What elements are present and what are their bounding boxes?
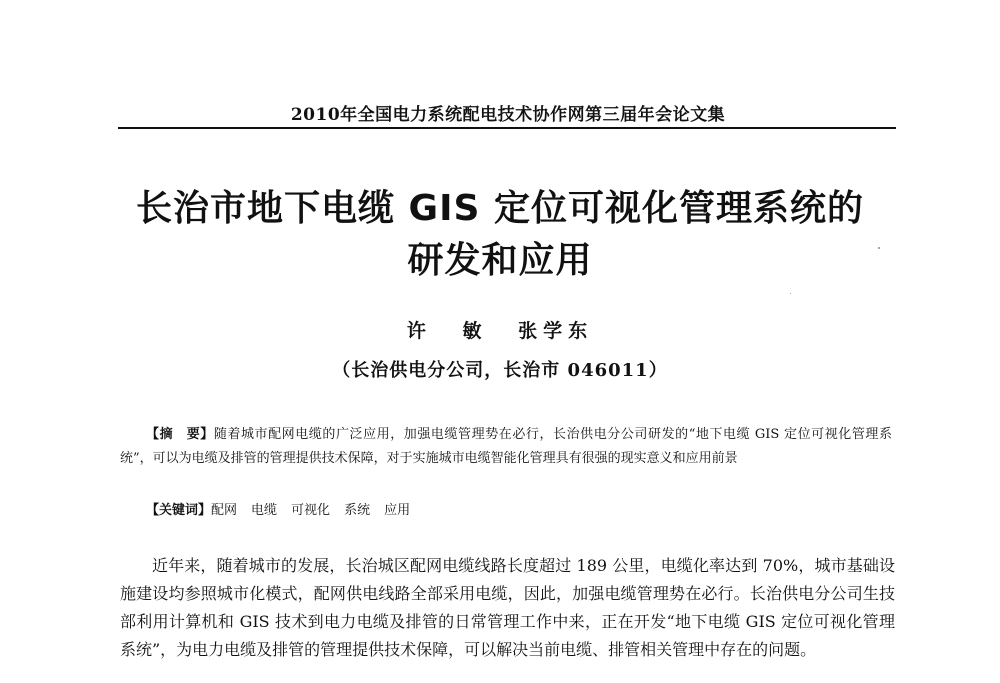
body-paragraph: 近年来，随着城市的发展，长治城区配网电缆线路长度超过 189 公里，电缆化率达到 70%，城市基础设施建设均参照城市化模式，配网供电线路全部采用电缆，因此，加强电缆管理势在必行。长治供电分公司生技部利用计算机和 GIS 技术到电力电缆及排管的日常管理工作中来，正在开发“地下电缆 GIS 定位可视化管理系统”，为电力电缆及排管的管理提供技术保障，可以解决当前电缆、排管相关管理中存在的问题。 (120, 556, 895, 659)
paper-title-line-2: 研发和应用 (407, 240, 593, 281)
affiliation: （长治供电分公司，长治市 046011） (332, 360, 668, 381)
proceedings-header: 2010年全国电力系统配电技术协作网第三届年会论文集 (290, 105, 726, 125)
scan-speck (790, 293, 791, 294)
keyword-item: 系统 (344, 503, 371, 518)
header-rule (118, 127, 896, 129)
keyword-item: 配网 (211, 503, 238, 518)
keyword-item: 可视化 (291, 503, 331, 518)
scan-speck (878, 247, 880, 249)
keyword-item: 应用 (384, 503, 411, 518)
keywords (146, 499, 424, 523)
keywords-label: 【关键词】 (146, 503, 212, 518)
authors: 许 敏 张学东 (406, 320, 594, 342)
abstract (120, 423, 892, 471)
abstract-label: 【摘 要】 (146, 427, 214, 442)
abstract-text: 随着城市配网电缆的广泛应用，加强电缆管理势在必行，长治供电分公司研发的“地下电缆 GIS 定位可视化管理系统”，可以为电缆及排管的管理提供技术保障，对于实施城市电缆智能化管理具有很强的现实意义和应用前景 (120, 427, 892, 466)
keyword-item: 电缆 (251, 503, 278, 518)
paper-title-line-1: 长治市地下电缆 GIS 定位可视化管理系统的 (136, 188, 864, 229)
